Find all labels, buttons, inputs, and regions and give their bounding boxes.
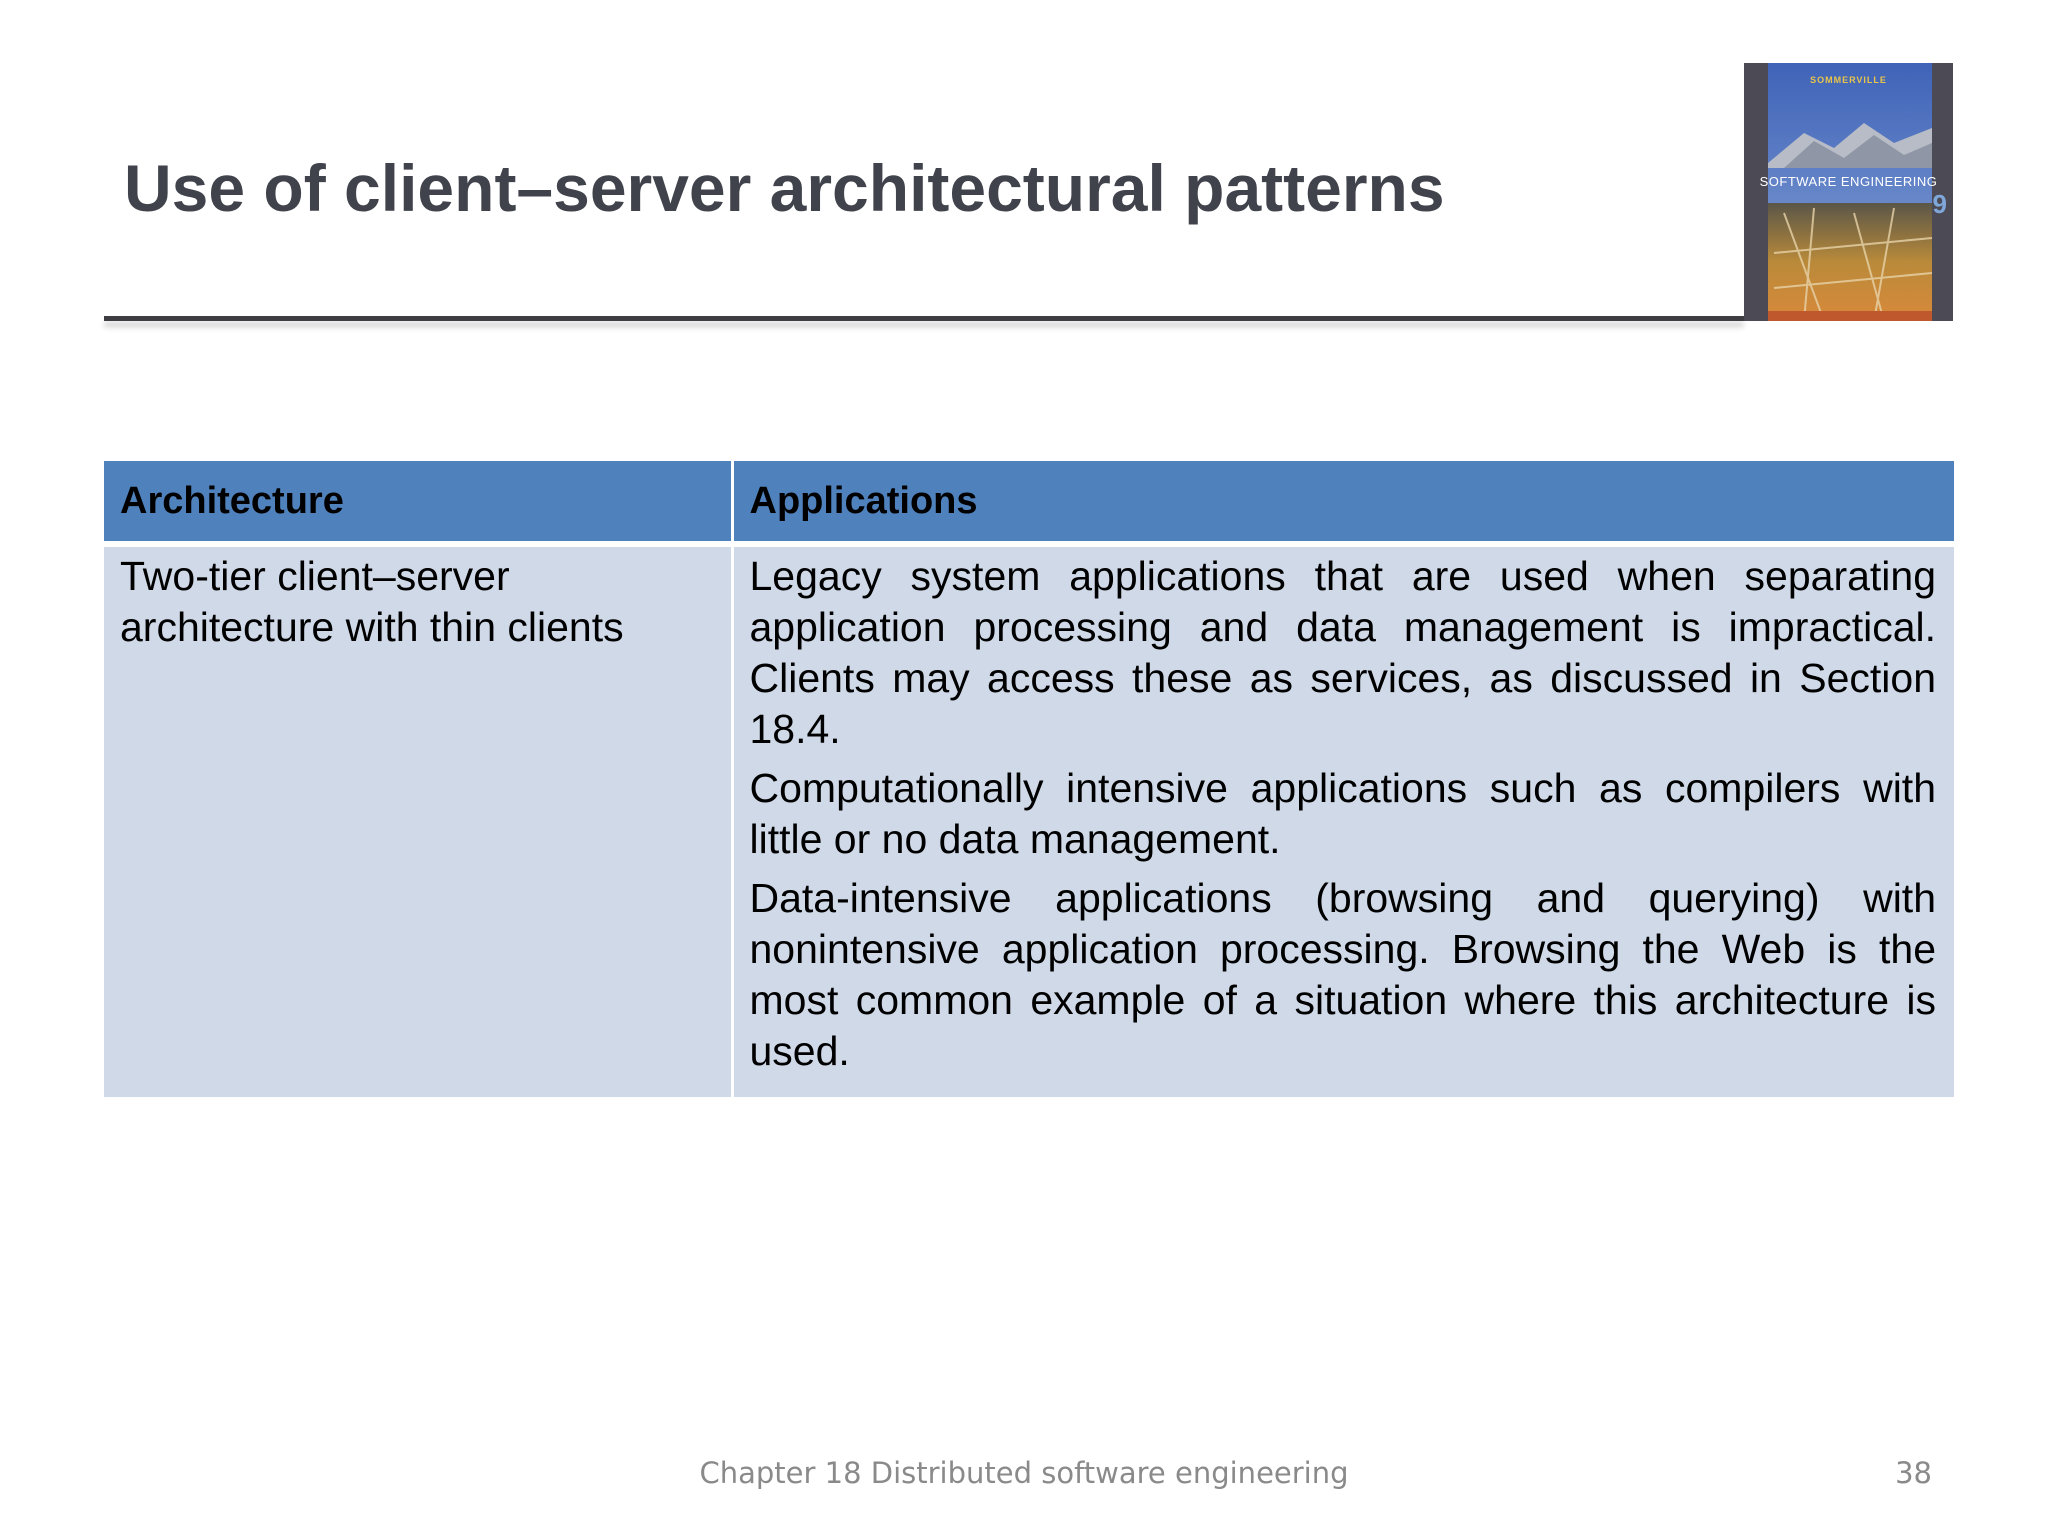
header-applications: Applications	[732, 461, 1954, 544]
table-header-row	[104, 461, 1954, 544]
book-cover-artwork	[1744, 63, 1953, 321]
application-paragraph: Data-intensive applications (browsing and querying) with nonintensive application processing. Browsing the Web is the most common example of a situation where this architecture is used.	[749, 875, 1936, 1074]
cell-architecture: Two-tier client–server architecture with thin clients	[104, 544, 732, 1097]
header-architecture: Architecture	[104, 461, 732, 544]
application-paragraph: Computationally intensive applications such as compilers with little or no data management.	[749, 765, 1936, 862]
architecture-table	[104, 461, 1954, 1097]
book-cover-image	[1744, 63, 1953, 321]
application-paragraph: Legacy system applications that are used when separating application processing and data management is impractical. Clients may access these as services, as discussed in Section 18.4.	[749, 553, 1936, 752]
cover-title: SOFTWARE ENGINEERING	[1759, 174, 1938, 189]
cover-author: SOMMERVILLE	[1810, 75, 1887, 85]
footer-chapter: Chapter 18 Distributed software engineering	[699, 1456, 1349, 1490]
table-row	[104, 544, 1954, 1097]
cell-applications	[732, 544, 1954, 1097]
title-divider	[104, 316, 1744, 321]
cover-edition: 9	[1932, 189, 1947, 219]
slide-title: Use of client–server architectural patterns	[124, 151, 1445, 225]
page-number: 38	[1895, 1456, 1932, 1490]
